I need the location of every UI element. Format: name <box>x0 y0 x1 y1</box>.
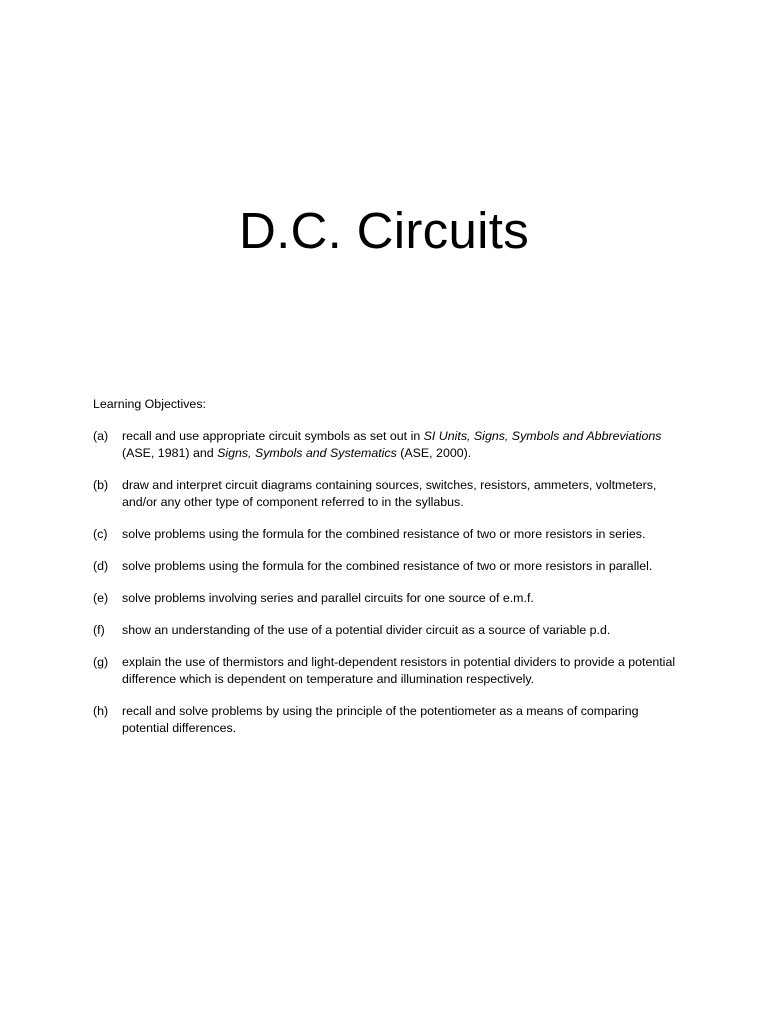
objective-text-part: solve problems using the formula for the combined resistance of two or more resistors in series. <box>122 527 646 541</box>
objective-item <box>93 526 683 543</box>
objective-item <box>93 590 683 607</box>
objective-text-italic: Signs, Symbols and Systematics <box>217 446 397 460</box>
objective-text <box>122 526 683 543</box>
objective-text <box>122 654 683 688</box>
objective-item <box>93 428 683 462</box>
objective-letter: (d) <box>93 559 109 573</box>
objective-letter: (f) <box>93 623 105 637</box>
objective-letter: (h) <box>93 704 109 718</box>
objective-text <box>122 590 683 607</box>
objective-item <box>93 654 683 688</box>
objective-item <box>93 558 683 575</box>
objective-text-part: (ASE, 1981) and <box>122 446 218 460</box>
objectives-list <box>93 428 683 737</box>
objective-text <box>122 703 683 737</box>
objective-text-italic: SI Units, Signs, Symbols and Abbreviations <box>423 429 662 443</box>
objective-item <box>93 703 683 737</box>
objective-text-part: (ASE, 2000). <box>396 446 472 460</box>
objective-text <box>122 622 683 639</box>
objective-text-part: show an understanding of the use of a potential divider circuit as a source of variable p.d. <box>122 623 611 637</box>
objective-text-part: explain the use of thermistors and light-dependent resistors in potential dividers to provide a potential difference which is dependent on temperature and illumination respectively. <box>122 655 676 686</box>
objective-text-part: recall and solve problems by using the principle of the potentiometer as a means of comparing potential differences. <box>122 704 639 735</box>
objective-text-part: solve problems involving series and parallel circuits for one source of e.m.f. <box>122 591 534 605</box>
objective-text-part: draw and interpret circuit diagrams containing sources, switches, resistors, ammeters, voltmeters, and/or any other type of component referred to in the syllabus. <box>122 478 657 509</box>
objective-letter: (g) <box>93 655 109 669</box>
objective-item <box>93 622 683 639</box>
page-title: D.C. Circuits <box>238 202 530 259</box>
objectives-heading: Learning Objectives: <box>93 397 206 411</box>
objective-letter: (b) <box>93 478 109 492</box>
objective-text <box>122 558 683 575</box>
objective-letter: (a) <box>93 429 109 443</box>
objective-text-part: solve problems using the formula for the combined resistance of two or more resistors in parallel. <box>122 559 653 573</box>
learning-objectives-section <box>93 396 683 752</box>
objective-item <box>93 477 683 511</box>
objective-letter: (c) <box>93 527 108 541</box>
objective-text-part: recall and use appropriate circuit symbols as set out in <box>122 429 424 443</box>
objective-text <box>122 428 683 462</box>
objective-text <box>122 477 683 511</box>
objective-letter: (e) <box>93 591 109 605</box>
